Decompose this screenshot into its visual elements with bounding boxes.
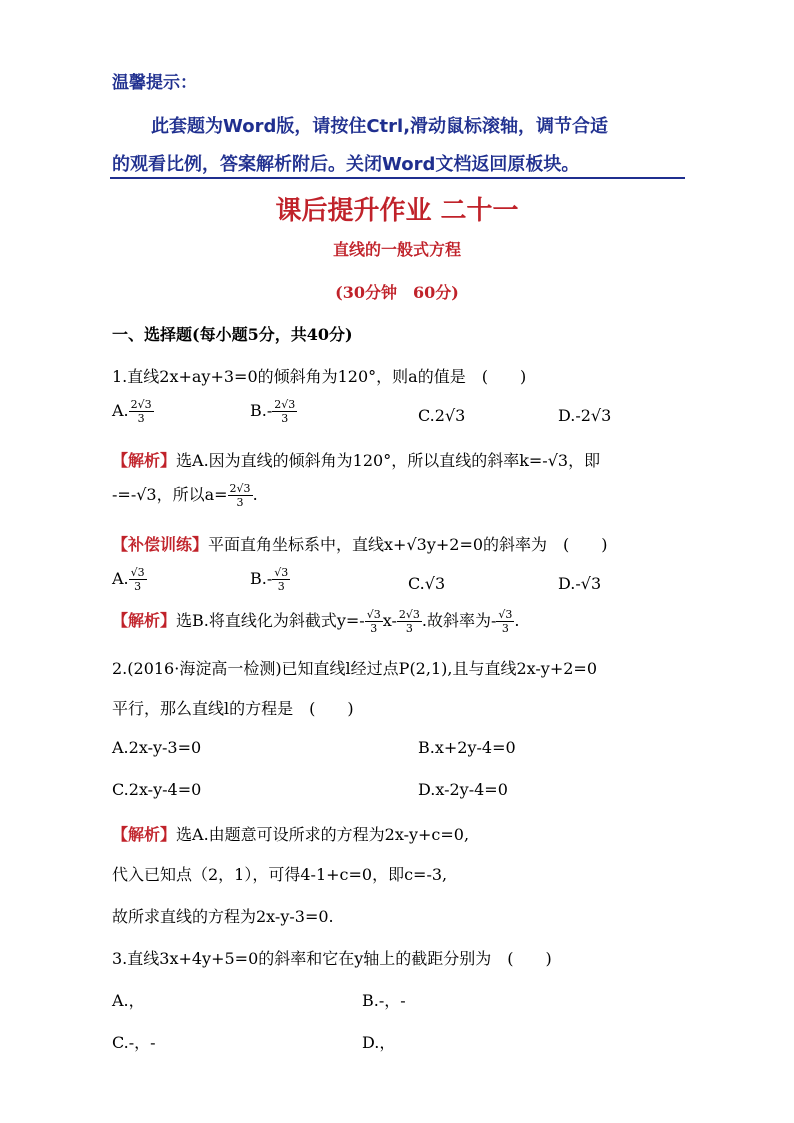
comp-tag: 【补偿训练】 [112, 535, 209, 554]
q2-option-c: C.2x-y-4=0 [112, 780, 202, 799]
q1-solution-line-2: -=-√3，所以a= $\frac{2√3}{3}$ . [112, 482, 258, 509]
page-title: 课后提升作业 二十一 [275, 196, 519, 226]
q1-option-b-label: B.- [250, 401, 273, 420]
q2-option-a: A.2x-y-3=0 [112, 738, 202, 757]
q1-option-a [112, 398, 154, 425]
q1-option-b [250, 398, 297, 425]
hint-line-2: 的观看比例，答案解析附后。关闭Word文档返回原板块。 [112, 154, 580, 175]
comp-option-d: D.-√3 [558, 574, 602, 593]
comp-option-a: A. $\frac{√3}{3}$ [112, 566, 145, 593]
q1-option-c: C.2√3 [418, 406, 466, 425]
comp-solution: 【解析】选B.将直线化为斜截式y=- $\frac{√3}{3}$ x- $\frac{2√3}{3}$ .故斜率为- $\frac{√3}{3}$ . [112, 608, 520, 635]
q2-solution-line-2: 代入已知点（2，1），可得4-1+c=0，即c=-3, [112, 865, 448, 884]
comp-stem: 【补偿训练】平面直角坐标系中，直线x+√3y+2=0的斜率为 ( ) [112, 535, 608, 554]
time-score-info: (30分钟 60分) [335, 283, 459, 302]
comp-solution-fraction-3: $\frac{√3}{3}$ [498, 608, 513, 635]
q3-option-a: A.， [112, 991, 145, 1010]
comp-option-b: B.- $\frac{√3}{3}$ [250, 566, 289, 593]
comp-option-c: C.√3 [408, 574, 446, 593]
q3-option-b: B.-，- [362, 991, 406, 1010]
hint-line-1: 此套题为Word版，请按住Ctrl,滑动鼠标滚轴，调节合适 [151, 116, 609, 137]
q2-solution-line-1: 【解析】选A.由题意可设所求的方程为2x-y+c=0, [112, 825, 470, 844]
q2-option-b: B.x+2y-4=0 [418, 738, 516, 757]
comp-option-b-fraction: $\frac{√3}{3}$ [274, 566, 289, 593]
hint-underline [110, 177, 685, 179]
comp-option-a-fraction: $\frac{√3}{3}$ [130, 566, 145, 593]
q1-solution-fraction: $\frac{2√3}{3}$ [229, 482, 251, 509]
q1-option-a-fraction: $\frac{2√3}{3}$ [130, 398, 152, 425]
q1-solution-line-1: 【解析】选A.因为直线的倾斜角为120°，所以直线的斜率k=-√3，即 [112, 451, 601, 470]
q2-solution-line-3: 故所求直线的方程为2x-y-3=0. [112, 907, 334, 926]
q1-option-d: D.-2√3 [558, 406, 612, 425]
q1-solution-tag: 【解析】 [112, 451, 177, 470]
q1-option-a-label: A. [112, 401, 129, 420]
q3-option-c: C.-，- [112, 1033, 156, 1052]
q1-option-b-fraction: $\frac{2√3}{3}$ [274, 398, 296, 425]
q3-option-d: D.， [362, 1033, 396, 1052]
q1-stem: 1.直线2x+ay+3=0的倾斜角为120°，则a的值是 ( ) [112, 367, 527, 386]
comp-solution-fraction-1: $\frac{√3}{3}$ [366, 608, 381, 635]
comp-solution-fraction-2: $\frac{2√3}{3}$ [398, 608, 420, 635]
q3-stem: 3.直线3x+4y+5=0的斜率和它在y轴上的截距分别为 ( ) [112, 949, 552, 968]
q2-option-d: D.x-2y-4=0 [418, 780, 508, 799]
q2-stem-line-2: 平行，那么直线l的方程是 ( ) [112, 699, 354, 718]
page-subtitle: 直线的一般式方程 [332, 240, 461, 259]
q2-stem-line-1: 2.(2016·海淀高一检测)已知直线l经过点P(2,1),且与直线2x-y+2=0 [112, 659, 597, 678]
section-heading: 一、选择题(每小题5分，共40分) [112, 325, 353, 344]
hint-title: 温馨提示： [112, 73, 197, 93]
